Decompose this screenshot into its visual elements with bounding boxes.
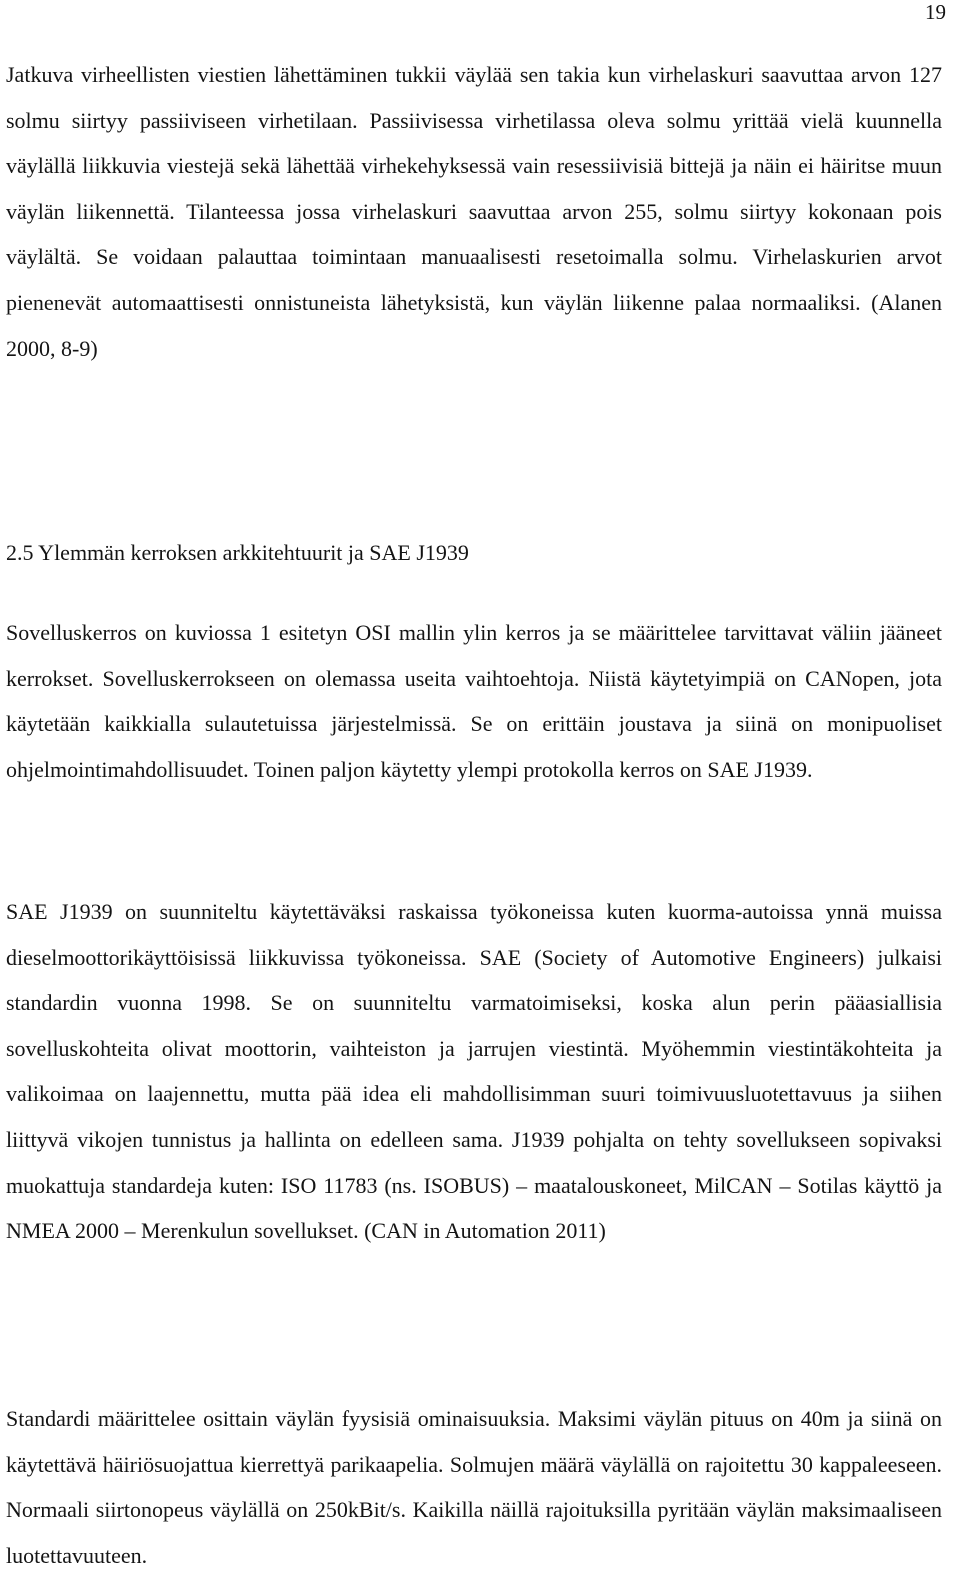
paragraph-error-counter: Jatkuva virheellisten viestien lähettäminen tukkii väylää sen takia kun virhelaskuri saavuttaa arvon 127 solmu siirtyy passiiviseen virhetilaan. Passiivisessa virhetilassa oleva solmu yrittää vielä kuunnella väylällä liikkuvia viestejä sekä lähettää virhekehyksessä vain resessiivisiä bittejä ja näin ei häiritse muun väylän liikennettä. Tilanteessa jossa virhelaskuri saavuttaa arvon 255, solmu siirtyy kokonaan pois väylältä. Se voidaan palauttaa toimintaan manuaalisesti resetoimalla solmu. Virhelaskurien arvot pienenevät automaattisesti onnistuneista lähetyksistä, kun väylän liikenne palaa normaaliksi. (Alanen 2000, 8-9): [6, 62, 942, 361]
paragraph-application-layer: Sovelluskerros on kuviossa 1 esitetyn OSI mallin ylin kerros ja se määrittelee tarvittavat väliin jääneet kerrokset. Sovelluskerrokseen on olemassa useita vaihtoehtoja. Niistä käytetyimpiä on CANopen, jota käytetään kaikkialla sulautetuissa järjestelmissä. Se on erittäin joustava ja siinä on monipuoliset ohjelmointimahdollisuudet. Toinen paljon käytetty ylempi protokolla kerros on SAE J1939.: [6, 620, 942, 782]
paragraph-standard-physical: Standardi määrittelee osittain väylän fyysisiä ominaisuuksia. Maksimi väylän pituus on 40m ja siinä on käytettävä häiriösuojattua kierrettyä parikaapelia. Solmujen määrä väylällä on rajoitettu 30 kappaleeseen. Normaali siirtonopeus väylällä on 250kBit/s. Kaikilla näillä rajoituksilla pyritään väylän maksimaaliseen luotettavuuteen.: [6, 1406, 942, 1568]
page-number: 19: [925, 0, 946, 24]
paragraph-sae-j1939: SAE J1939 on suunniteltu käytettäväksi raskaissa työkoneissa kuten kuorma-autoissa ynnä muissa dieselmoottorikäyttöisissä liikkuvissa työkoneissa. SAE (Society of Automotive Engineers) julkaisi standardin vuonna 1998. Se on suunniteltu varmatoimiseksi, koska alun perin pääasiallisia sovelluskohteita olivat moottorin, vaihteiston ja jarrujen viestintä. Myöhemmin viestintäkohteita ja valikoimaa on laajennettu, mutta pää idea eli mahdollisimman suuri toimivuusluotettavuus ja siihen liittyvä vikojen tunnistus ja hallinta on edelleen sama. J1939 pohjalta on tehty sovellukseen sopivaksi muokattuja standardeja kuten: ISO 11783 (ns. ISOBUS) – maatalouskoneet, MilCAN – Sotilas käyttö ja NMEA 2000 – Merenkulun sovellukset. (CAN in Automation 2011): [6, 899, 942, 1244]
section-heading: 2.5 Ylemmän kerroksen arkkitehtuurit ja SAE J1939: [6, 540, 469, 565]
